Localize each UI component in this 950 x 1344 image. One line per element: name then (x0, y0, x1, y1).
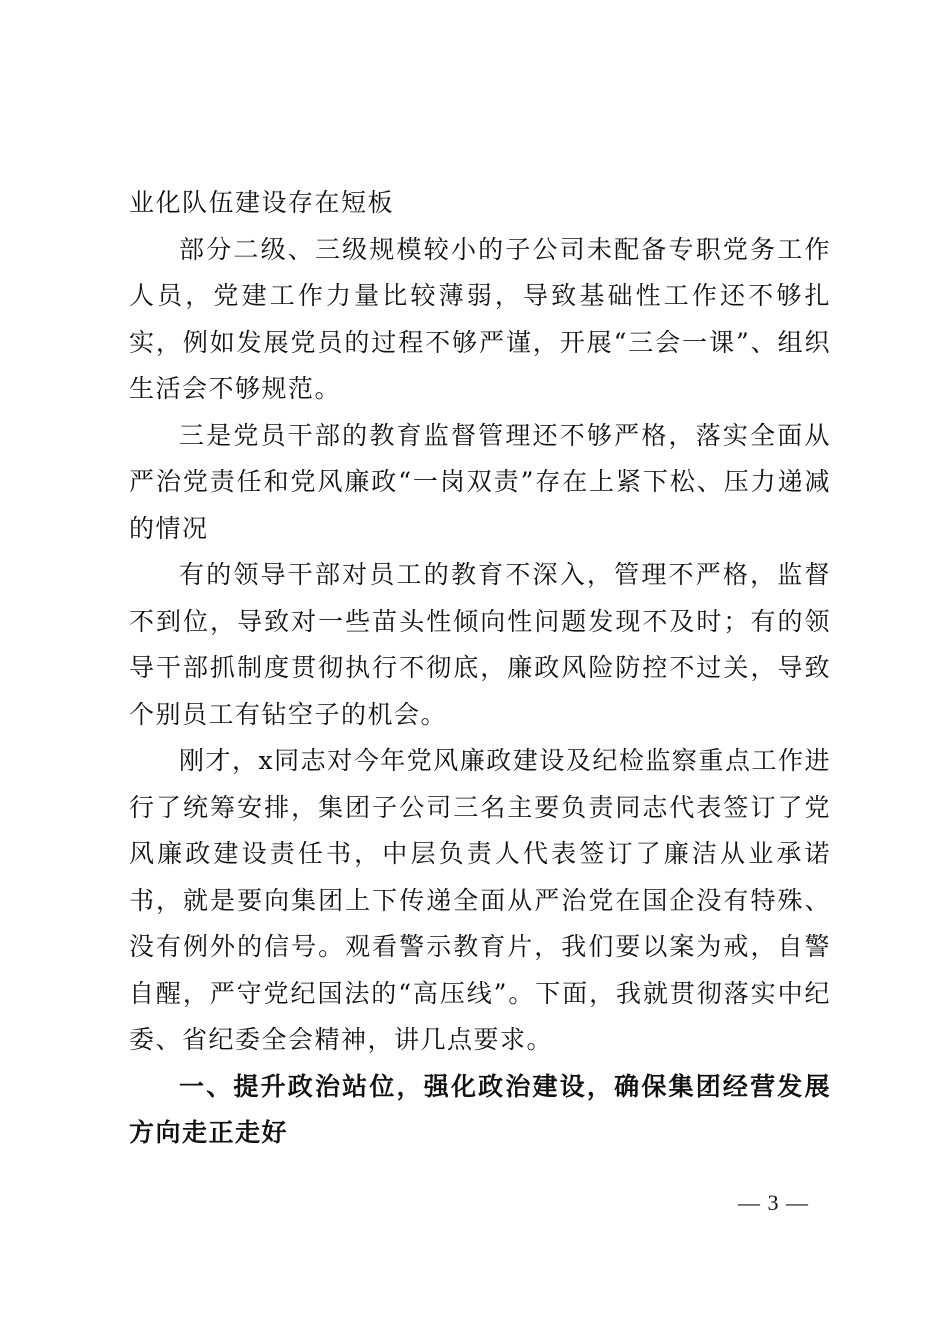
section-heading: 一、提升政治站位，强化政治建设，确保集团经营发展方向走正走好 (129, 1071, 831, 1147)
paragraph-point-three: 三是党员干部的教育监督管理还不够严格，落实全面从严治党责任和党风廉政“一岗双责”存在上紧下松、压力递减的情况 (129, 420, 831, 543)
page-number: — 3 — (738, 1190, 809, 1215)
paragraph-supervision: 有的领导干部对员工的教育不深入，管理不严格，监督不到位，导致对一些苗头性倾向性问题发现不及时；有的领导干部抓制度贯彻执行不彻底，廉政风险防控不过关，导致个别员工有钻空子的机会。 (129, 560, 831, 729)
paragraph-staffing: 部分二级、三级规模较小的子公司未配备专职党务工作人员，党建工作力量比较薄弱，导致基础性工作还不够扎实，例如发展党员的过程不够严谨，开展“三会一课”、组织生活会不够规范。 (129, 234, 831, 403)
document-body (129, 180, 831, 1157)
paragraph-arrangement: 刚才，x同志对今年党风廉政建设及纪检监察重点工作进行了统筹安排，集团子公司三名主要负责同志代表签订了党风廉政建设责任书，中层负责人代表签订了廉洁从业承诺书，就是要向集团上下传递全面从严治党在国企没有特殊、没有例外的信号。观看警示教育片，我们要以案为戒，自警自醒，严守党纪国法的“高压线”。下面，我就贯彻落实中纪委、省纪委全会精神，讲几点要求。 (129, 746, 831, 1054)
paragraph-continuation: 业化队伍建设存在短板 (129, 188, 395, 217)
